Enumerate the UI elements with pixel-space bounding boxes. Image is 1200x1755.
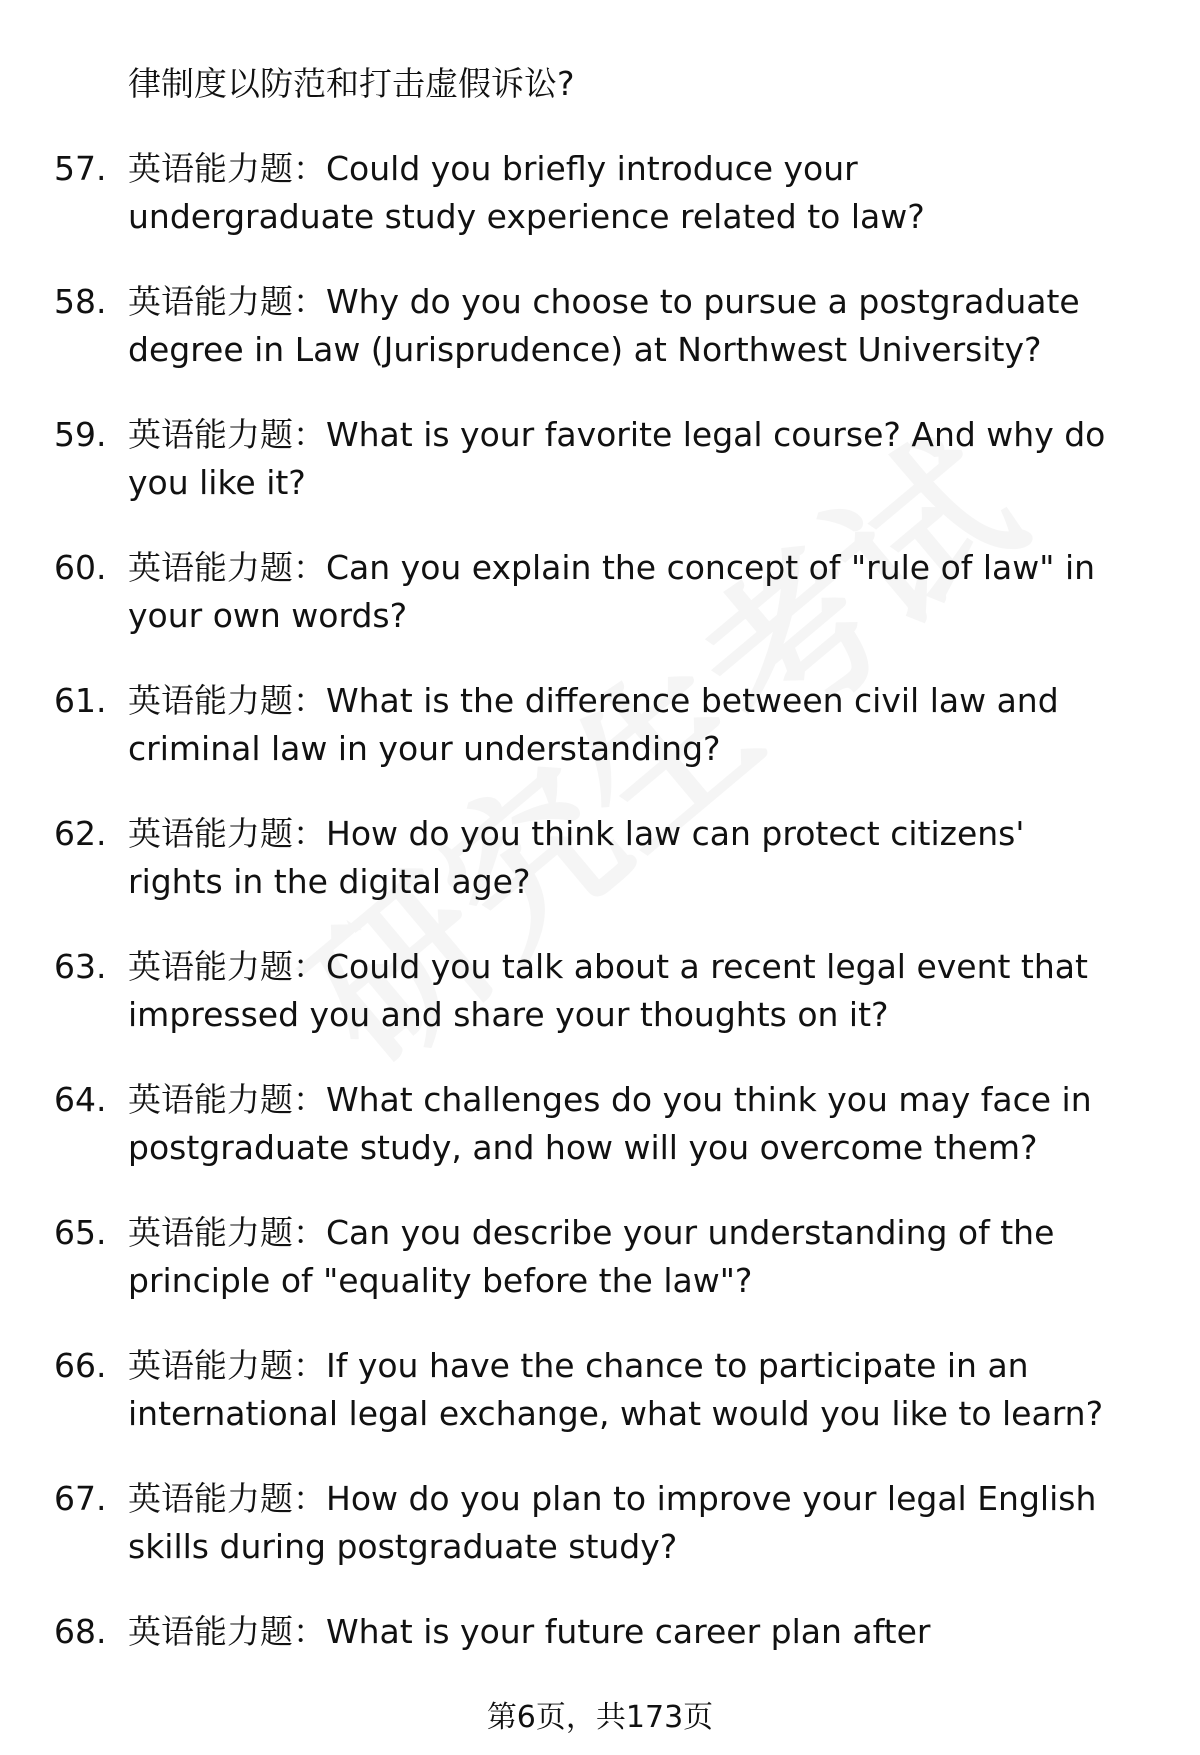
question-line (128, 991, 1164, 1039)
question-text (128, 411, 1164, 507)
question-category: 英语能力题： (128, 947, 326, 986)
question-line-text: Could you talk about a recent legal event that (326, 947, 1088, 986)
question-line (128, 278, 1164, 326)
question-list (54, 145, 1164, 1656)
question-category: 英语能力题： (128, 1213, 326, 1252)
question-line-text: skills during postgraduate study? (128, 1527, 678, 1566)
question-line (128, 725, 1164, 773)
question-line-text: How do you think law can protect citizens' (326, 814, 1025, 853)
question-category: 英语能力题： (128, 814, 326, 853)
question-line-text: principle of "equality before the law"? (128, 1261, 753, 1300)
question-line (128, 1342, 1164, 1390)
question-category: 英语能力题： (128, 1080, 326, 1119)
question-number: 68. (54, 1612, 107, 1651)
question-line (128, 943, 1164, 991)
question-number: 57. (54, 149, 107, 188)
question-category: 英语能力题： (128, 1346, 326, 1385)
question-line-text: Can you explain the concept of "rule of law" in (326, 548, 1096, 587)
question-text (128, 1076, 1164, 1172)
question-line (128, 411, 1164, 459)
question-number: 58. (54, 282, 107, 321)
question-line-text: rights in the digital age? (128, 862, 531, 901)
question-line-text: If you have the chance to participate in an (326, 1346, 1029, 1385)
question-text (128, 278, 1164, 374)
question-line-text: international legal exchange, what would you like to learn? (128, 1394, 1104, 1433)
question-category: 英语能力题： (128, 1612, 326, 1651)
question-number: 64. (54, 1080, 107, 1119)
question-category: 英语能力题： (128, 149, 326, 188)
question-item (54, 1608, 1164, 1656)
question-line-text: How do you plan to improve your legal English (326, 1479, 1097, 1518)
question-item (54, 677, 1164, 773)
question-line (128, 1124, 1164, 1172)
question-line-text: Can you describe your understanding of the (326, 1213, 1055, 1252)
question-category: 英语能力题： (128, 282, 326, 321)
question-line-text: Could you briefly introduce your (326, 149, 858, 188)
question-item (54, 145, 1164, 241)
question-line (128, 544, 1164, 592)
question-line-text: postgraduate study, and how will you overcome them? (128, 1128, 1038, 1167)
question-line-text: What is your future career plan after (326, 1612, 931, 1651)
question-line (128, 1523, 1164, 1571)
question-line (128, 1257, 1164, 1305)
question-category: 英语能力题： (128, 548, 326, 587)
question-line (128, 858, 1164, 906)
question-number: 63. (54, 947, 107, 986)
question-line (128, 1076, 1164, 1124)
question-line-text: undergraduate study experience related to law? (128, 197, 925, 236)
question-text (128, 943, 1164, 1039)
question-text (128, 1342, 1164, 1438)
question-line (128, 1209, 1164, 1257)
question-item (54, 411, 1164, 507)
question-line (128, 1475, 1164, 1523)
question-number: 59. (54, 415, 107, 454)
continuation-text: 律制度以防范和打击虚假诉讼? (128, 64, 575, 103)
question-item (54, 544, 1164, 640)
question-line-text: What is your favorite legal course? And why do (326, 415, 1106, 454)
question-number: 62. (54, 814, 107, 853)
question-line (128, 810, 1164, 858)
question-item (54, 943, 1164, 1039)
question-number: 67. (54, 1479, 107, 1518)
question-line (128, 326, 1164, 374)
question-line-text: degree in Law (Jurisprudence) at Northwest University? (128, 330, 1042, 369)
question-item (54, 810, 1164, 906)
question-text (128, 677, 1164, 773)
question-text (128, 1475, 1164, 1571)
question-line (128, 592, 1164, 640)
question-item (54, 1209, 1164, 1305)
question-line (128, 1608, 1164, 1656)
question-number: 60. (54, 548, 107, 587)
question-line-text: What challenges do you think you may face in (326, 1080, 1092, 1119)
question-text (128, 145, 1164, 241)
question-text (128, 1608, 1164, 1656)
question-category: 英语能力题： (128, 681, 326, 720)
question-number: 65. (54, 1213, 107, 1252)
question-text (128, 810, 1164, 906)
question-item (54, 1076, 1164, 1172)
question-line (128, 193, 1164, 241)
question-line (128, 677, 1164, 725)
question-line (128, 145, 1164, 193)
question-category: 英语能力题： (128, 415, 326, 454)
question-line-text: criminal law in your understanding? (128, 729, 721, 768)
question-line-text: you like it? (128, 463, 306, 502)
question-number: 66. (54, 1346, 107, 1385)
question-number: 61. (54, 681, 107, 720)
question-category: 英语能力题： (128, 1479, 326, 1518)
question-text (128, 1209, 1164, 1305)
question-text (128, 544, 1164, 640)
question-line-text: What is the difference between civil law and (326, 681, 1059, 720)
page-footer: 第6页，共173页 (486, 1700, 714, 1735)
question-line-text: impressed you and share your thoughts on it? (128, 995, 889, 1034)
question-line-text: Why do you choose to pursue a postgraduate (326, 282, 1080, 321)
document-content (54, 60, 1164, 1693)
question-line (128, 1390, 1164, 1438)
question-line-text: your own words? (128, 596, 408, 635)
question-line (128, 459, 1164, 507)
question-item (54, 1475, 1164, 1571)
question-item (54, 278, 1164, 374)
question-item (54, 1342, 1164, 1438)
